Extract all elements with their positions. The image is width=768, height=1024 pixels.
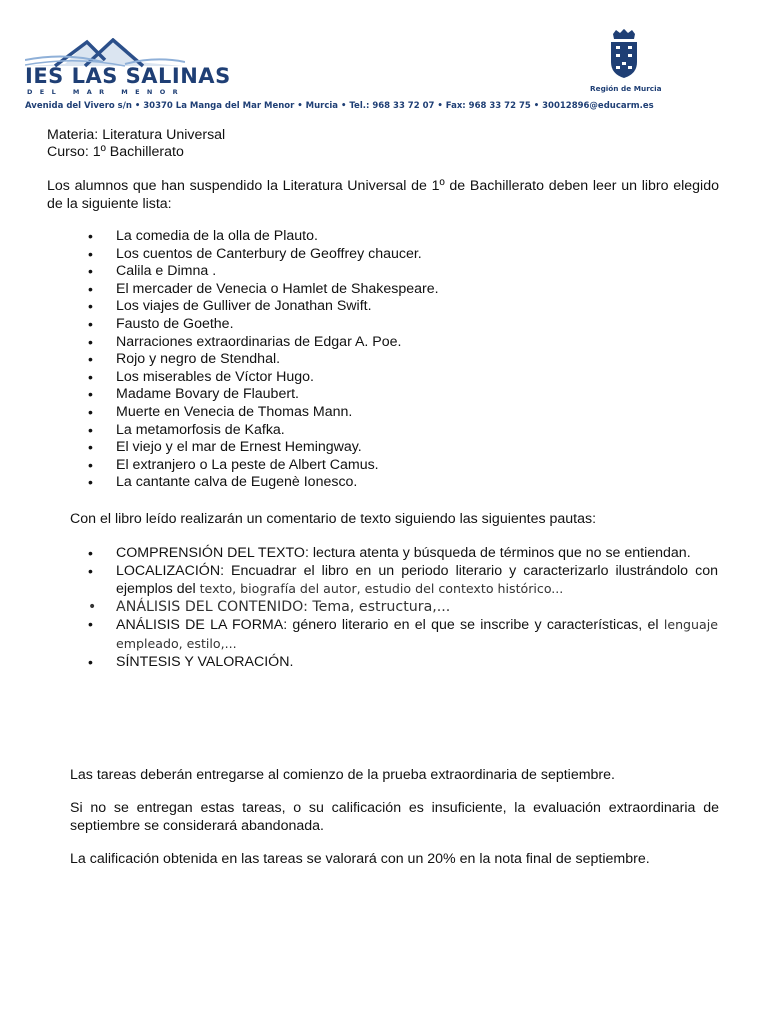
footer-warning: Si no se entregan estas tareas, o su calificación es insuficiente, la evaluación extraordinaria de septiembre se considerará abandonada.: [70, 800, 719, 834]
list-item: • Los miserables de Víctor Hugo.: [88, 369, 439, 387]
task-localizacion-tail: texto, biografía del autor, estudio del contexto histórico...: [199, 581, 564, 597]
list-item: • La cantante calva de Eugenè Ionesco.: [88, 474, 439, 492]
book-list: [88, 228, 439, 492]
commentary-intro: Con el libro leído realizarán un comentario de texto siguiendo las siguientes pautas:: [70, 511, 597, 527]
list-item: • El extranjero o La peste de Albert Camus.: [88, 457, 439, 475]
materia-line: Materia: Literatura Universal: [47, 127, 226, 143]
task-list: [88, 545, 718, 671]
region-coat-of-arms-icon: [606, 28, 642, 80]
footer-deadline: Las tareas deberán entregarse al comienzo de la prueba extraordinaria de septiembre.: [70, 767, 615, 783]
task-sintesis: • SÍNTESIS Y VALORACIÓN.: [88, 654, 718, 672]
school-subtitle: DEL MAR MENOR: [27, 88, 186, 96]
curso-line: Curso: 1º Bachillerato: [47, 144, 184, 160]
task-localizacion-text: LOCALIZACIÓN: Encuadrar el libro en un periodo literario y caracterizarlo ilustrándolo con ejemplos del: [116, 562, 718, 598]
list-item: • Rojo y negro de Stendhal.: [88, 351, 439, 369]
task-analisis-forma-tail: lenguaje empleado, estilo,...: [116, 617, 718, 651]
list-item: • Los cuentos de Canterbury de Geoffrey chaucer.: [88, 246, 439, 264]
task-localizacion: [88, 563, 718, 599]
list-item: • La comedia de la olla de Plauto.: [88, 228, 439, 246]
task-analisis-forma-text: ANÁLISIS DE LA FORMA: género literario en el que se inscribe y características, el: [116, 617, 664, 634]
task-comprension: • COMPRENSIÓN DEL TEXTO: lectura atenta y búsqueda de términos que no se entiendan.: [88, 545, 718, 563]
list-item: • Narraciones extraordinarias de Edgar A. Poe.: [88, 334, 439, 352]
school-address: Avenida del Vivero s/n • 30370 La Manga del Mar Menor • Murcia • Tel.: 968 33 72 07 • Fax: 968 33 72 75 • 30012896@educarm.es: [25, 101, 654, 111]
list-item: • Fausto de Goethe.: [88, 316, 439, 334]
footer-grade: La calificación obtenida en las tareas se valorará con un 20% en la nota final de septiembre.: [70, 851, 650, 867]
list-item: • Madame Bovary de Flaubert.: [88, 386, 439, 404]
list-item: • La metamorfosis de Kafka.: [88, 422, 439, 440]
intro-paragraph: Los alumnos que han suspendido la Literatura Universal de 1º de Bachillerato deben leer un libro elegido de la siguiente lista:: [47, 178, 719, 212]
list-item: • El viejo y el mar de Ernest Hemingway.: [88, 439, 439, 457]
list-item: • Los viajes de Gulliver de Jonathan Swift.: [88, 298, 439, 316]
region-label: Región de Murcia: [590, 84, 662, 93]
list-item: • Muerte en Venecia de Thomas Mann.: [88, 404, 439, 422]
task-analisis-contenido: • ANÁLISIS DEL CONTENIDO: Tema, estructura,...: [88, 599, 718, 617]
task-analisis-forma: [88, 616, 718, 653]
school-name: IES LAS SALINAS: [25, 64, 231, 88]
list-item: • El mercader de Venecia o Hamlet de Shakespeare.: [88, 281, 439, 299]
list-item: • Calila e Dimna .: [88, 263, 439, 281]
